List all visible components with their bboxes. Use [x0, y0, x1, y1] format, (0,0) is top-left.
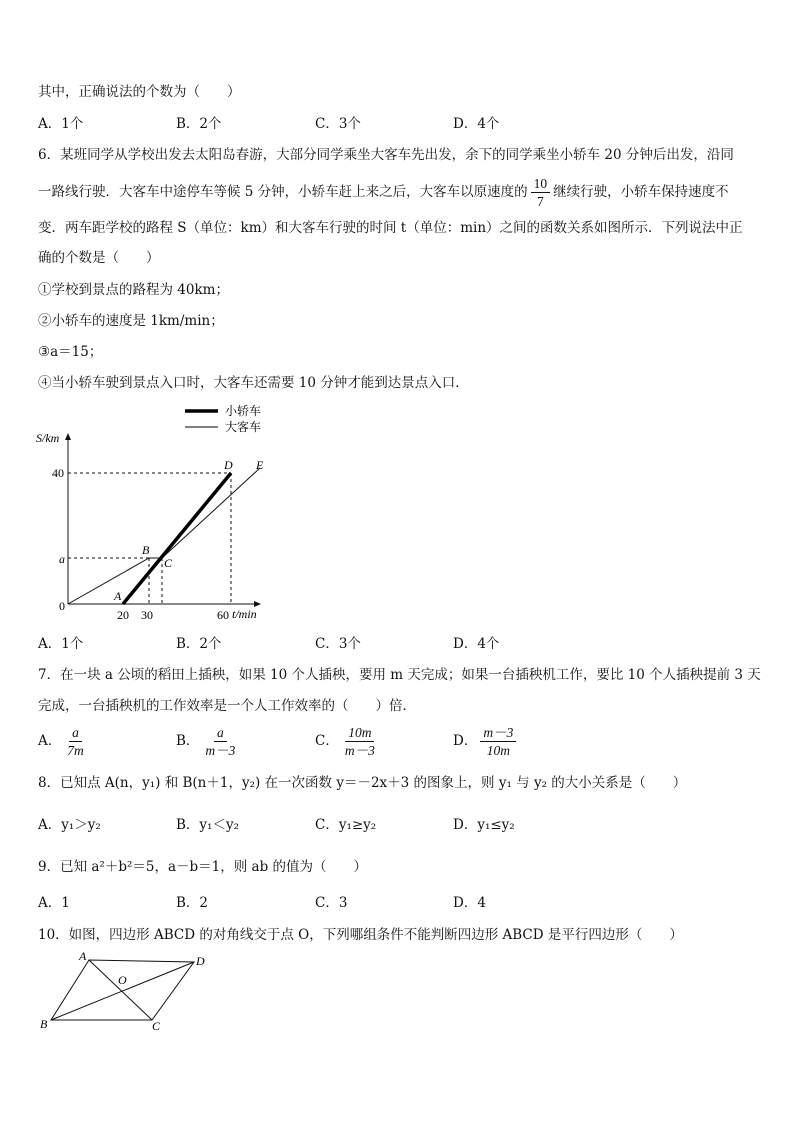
vertex-c-label: C [152, 1019, 161, 1033]
q6-line2-text-a: 一路线行驶．大客车中途停车等候 5 分钟，小轿车赶上来之后，大客车以原速度的 [38, 184, 528, 200]
q10-stem: 10．如图，四边形 ABCD 的对角线交于点 O，下列哪组条件不能判断四边形 ABCD 是平行四边形（ ） [38, 927, 683, 943]
q7-option-a[interactable] [38, 721, 90, 761]
point-a-label: A [114, 589, 122, 603]
q7-option-c-letter: C． [315, 733, 339, 749]
fraction-denominator: m－3 [205, 742, 236, 758]
fraction-numerator: a [214, 724, 227, 742]
q9-option-b[interactable]: B．2 [176, 895, 209, 911]
q6-speed-fraction [531, 175, 551, 210]
q6-fraction-denominator: 7 [537, 193, 544, 209]
q8-option-c[interactable]: C．y₁≥y₂ [315, 817, 377, 833]
vertex-b-label: B [40, 1017, 48, 1031]
fraction-numerator: 10m [345, 724, 374, 742]
fraction-denominator: m－3 [344, 742, 375, 758]
q7-option-d-fraction [480, 724, 516, 759]
q6-option-a[interactable]: A．1个 [38, 636, 84, 652]
point-e-label: E [256, 458, 264, 472]
legend-bus-label: 大客车 [225, 420, 262, 434]
q7-option-c-fraction [342, 724, 378, 759]
q6-distance-time-graph [30, 398, 290, 626]
q10-parallelogram-figure [34, 948, 224, 1038]
q7-option-b-fraction [202, 724, 238, 759]
q6-stem-line2 [38, 173, 729, 211]
x-axis-label: t/min [232, 607, 257, 621]
vertex-a-label: A [79, 949, 87, 963]
y-tick-a: a [59, 552, 65, 566]
bus-line-segment-1 [68, 558, 149, 604]
q7-option-c[interactable] [315, 721, 381, 761]
origin-label: 0 [59, 599, 65, 613]
q6-stem-line3: 变．两车距学校的路程 S（单位：km）和大客车行驶的时间 t（单位：min）之间的函数关系如图所示．下列说法中正 [38, 220, 743, 236]
q7-option-b[interactable] [176, 721, 241, 761]
q8-option-d[interactable]: D．y₁≤y₂ [453, 817, 515, 833]
fraction-numerator: a [69, 724, 82, 742]
x-tick-30: 30 [141, 608, 153, 622]
q7-option-a-letter: A． [38, 733, 62, 749]
y-axis-label: S/km [36, 431, 60, 445]
q8-option-b[interactable]: B．y₁＜y₂ [176, 817, 239, 833]
fraction-numerator: m－3 [480, 724, 516, 742]
bus-line-segment-3 [162, 468, 260, 558]
q6-statement-1: ①学校到景点的路程为 40km； [38, 282, 229, 298]
q7-option-d-letter: D． [453, 733, 478, 749]
q7-option-b-letter: B． [176, 733, 200, 749]
point-b-label: B [142, 543, 150, 557]
intersection-o-label: O [118, 973, 127, 987]
car-line [123, 473, 231, 604]
q6-stem-line4: 确的个数是（ ） [38, 250, 160, 266]
q6-statement-3: ③a＝15； [38, 344, 103, 360]
q7-option-a-fraction [64, 724, 87, 759]
q6-stem-line1: 6．某班同学从学校出发去太阳岛春游，大部分同学乘坐大客车先出发，余下的同学乘坐小轿车 20 分钟后出发，沿同 [38, 147, 734, 163]
q6-option-c[interactable]: C．3个 [315, 636, 361, 652]
q5-option-d[interactable]: D．4个 [453, 116, 500, 132]
x-tick-60: 60 [217, 608, 229, 622]
q5-option-a[interactable]: A．1个 [38, 116, 84, 132]
q5-stem-tail: 其中，正确说法的个数为（ ） [38, 84, 241, 100]
q5-option-c[interactable]: C．3个 [315, 116, 361, 132]
q8-option-a[interactable]: A．y₁＞y₂ [38, 817, 101, 833]
point-d-label: D [224, 458, 233, 472]
q9-option-c[interactable]: C．3 [315, 895, 348, 911]
x-tick-20: 20 [117, 608, 129, 622]
q8-stem: 8．已知点 A(n，y₁) 和 B(n＋1，y₂) 在一次函数 y＝－2x＋3 的图象上，则 y₁ 与 y₂ 的大小关系是（ ） [38, 775, 687, 791]
q7-stem-line2: 完成，一台插秧机的工作效率是一个人工作效率的（ ）倍． [38, 698, 416, 714]
legend-car-label: 小轿车 [225, 404, 262, 418]
q7-stem-line1: 7．在一块 a 公顷的稻田上插秧，如果 10 个人插秧，要用 m 天完成；如果一台插秧机工作，要比 10 个人插秧提前 3 天 [38, 667, 761, 683]
q6-line2-text-b: 继续行驶，小轿车保持速度不 [553, 184, 729, 200]
q6-statement-2: ②小轿车的速度是 1km/min； [38, 313, 224, 329]
q5-option-b[interactable]: B．2个 [176, 116, 222, 132]
q6-option-d[interactable]: D．4个 [453, 636, 500, 652]
q6-option-b[interactable]: B．2个 [176, 636, 222, 652]
q7-option-d[interactable] [453, 721, 519, 761]
fraction-denominator: 10m [486, 742, 510, 758]
q6-statement-4: ④当小轿车驶到景点入口时，大客车还需要 10 分钟才能到达景点入口． [38, 375, 469, 391]
q6-fraction-numerator: 10 [531, 175, 551, 193]
fraction-denominator: 7m [67, 742, 84, 758]
y-tick-40: 40 [52, 466, 64, 480]
vertex-d-label: D [196, 954, 205, 968]
point-c-label: C [164, 556, 173, 570]
diagonal-ac [89, 960, 152, 1020]
q9-option-d[interactable]: D．4 [453, 895, 486, 911]
q9-stem: 9．已知 a²＋b²＝5，a－b＝1，则 ab 的值为（ ） [38, 859, 368, 875]
q9-option-a[interactable]: A．1 [38, 895, 70, 911]
